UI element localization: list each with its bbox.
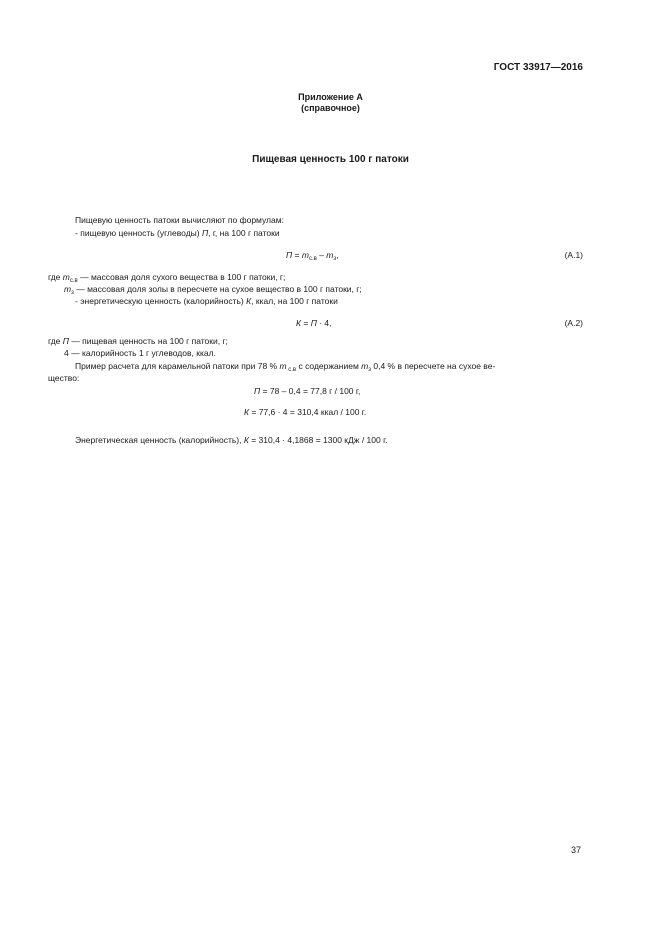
formula-m1-sub: с.в [308,256,317,262]
appendix-subtitle: (справочное) [301,103,360,113]
energy-text: Энергетическая ценность (калорийность), [75,435,244,445]
where-ash [64,284,362,295]
variable-p: П [201,228,209,238]
formula-m2-sub: з [333,256,337,262]
example-line-2: щество: [48,373,80,383]
list-text-tail: , г, на 100 г патоки [208,228,280,238]
energy-var: К [243,435,249,445]
where-nutritional-value [48,336,228,347]
formula-var: П [310,318,317,328]
list-item-nutritional-value [75,228,280,239]
energy-text-tail: = 310,4 · 4,1868 = 1300 кДж / 100 г. [248,435,388,445]
where-lead: где [48,272,63,282]
example-m1-sub: с.в [286,367,297,373]
energy-value-line [75,435,388,446]
where-var: m [62,272,70,282]
formula-minus: – [316,250,327,260]
where-text: — массовая доля сухого вещества в 100 г патоки, г; [77,272,286,282]
formula-a1 [286,250,339,261]
list-text: энергетическую ценность (калорийность) [80,296,247,306]
list-dash: - [75,228,78,238]
formula-tail: · 4, [316,318,332,328]
example-text: Пример расчета для карамельной патоки при 78 % [75,361,280,371]
formula-number-a1: (А.1) [564,250,583,260]
calc-text: = 78 – 0,4 = 77,8 г / 100 г, [260,386,361,396]
where-text: — массовая доля золы в пересчете на сухое вещество в 100 г патоки, г; [73,284,362,294]
section-title: Пищевая ценность 100 г патоки [252,154,409,165]
formula-eq: = [292,250,302,260]
example-m1: m [279,361,287,371]
example-text: 0,4 % в пересчете на сухое ве- [371,361,496,371]
standard-code: ГОСТ 33917—2016 [493,62,583,73]
where-var-sub: с.в [69,278,78,284]
where-lead: где [48,336,63,346]
example-line-1 [75,361,495,372]
example-m2: m [361,361,369,371]
calc-text: = 77,6 · 4 = 310,4 ккал / 100 г. [249,407,367,417]
list-text: пищевую ценность (углеводы) [80,228,202,238]
list-item-energy-value [75,296,338,307]
where-var: П [62,336,69,346]
formula-lhs: К [296,318,302,328]
example-text: с содержанием [296,361,362,371]
intro-paragraph: Пищевую ценность патоки вычисляют по формулам: [75,215,284,225]
list-dash: - [75,296,78,306]
page-number: 37 [570,845,581,855]
where-carb-calories: 4 — калорийность 1 г углеводов, ккал. [64,348,216,358]
list-text-tail: , ккал, на 100 г патоки [251,296,338,306]
where-var-sub: з [71,290,74,296]
calculation-p [254,386,360,397]
formula-m1: m [301,250,309,260]
calculation-k [244,407,366,418]
appendix-title: Приложение А [298,92,363,102]
formula-lhs: П [286,250,293,260]
where-text: — пищевая ценность на 100 г патоки, г; [68,336,228,346]
formula-m2: m [326,250,334,260]
formula-a2 [296,318,332,329]
variable-k: К [246,296,252,306]
where-dry-matter [48,272,285,283]
calc-var: К [244,407,250,417]
calc-var: П [254,386,261,396]
where-var: m [64,284,72,294]
formula-tail: , [336,250,339,260]
formula-eq: = [301,318,311,328]
example-m2-sub: з [368,367,372,373]
formula-number-a2: (А.2) [564,318,583,328]
